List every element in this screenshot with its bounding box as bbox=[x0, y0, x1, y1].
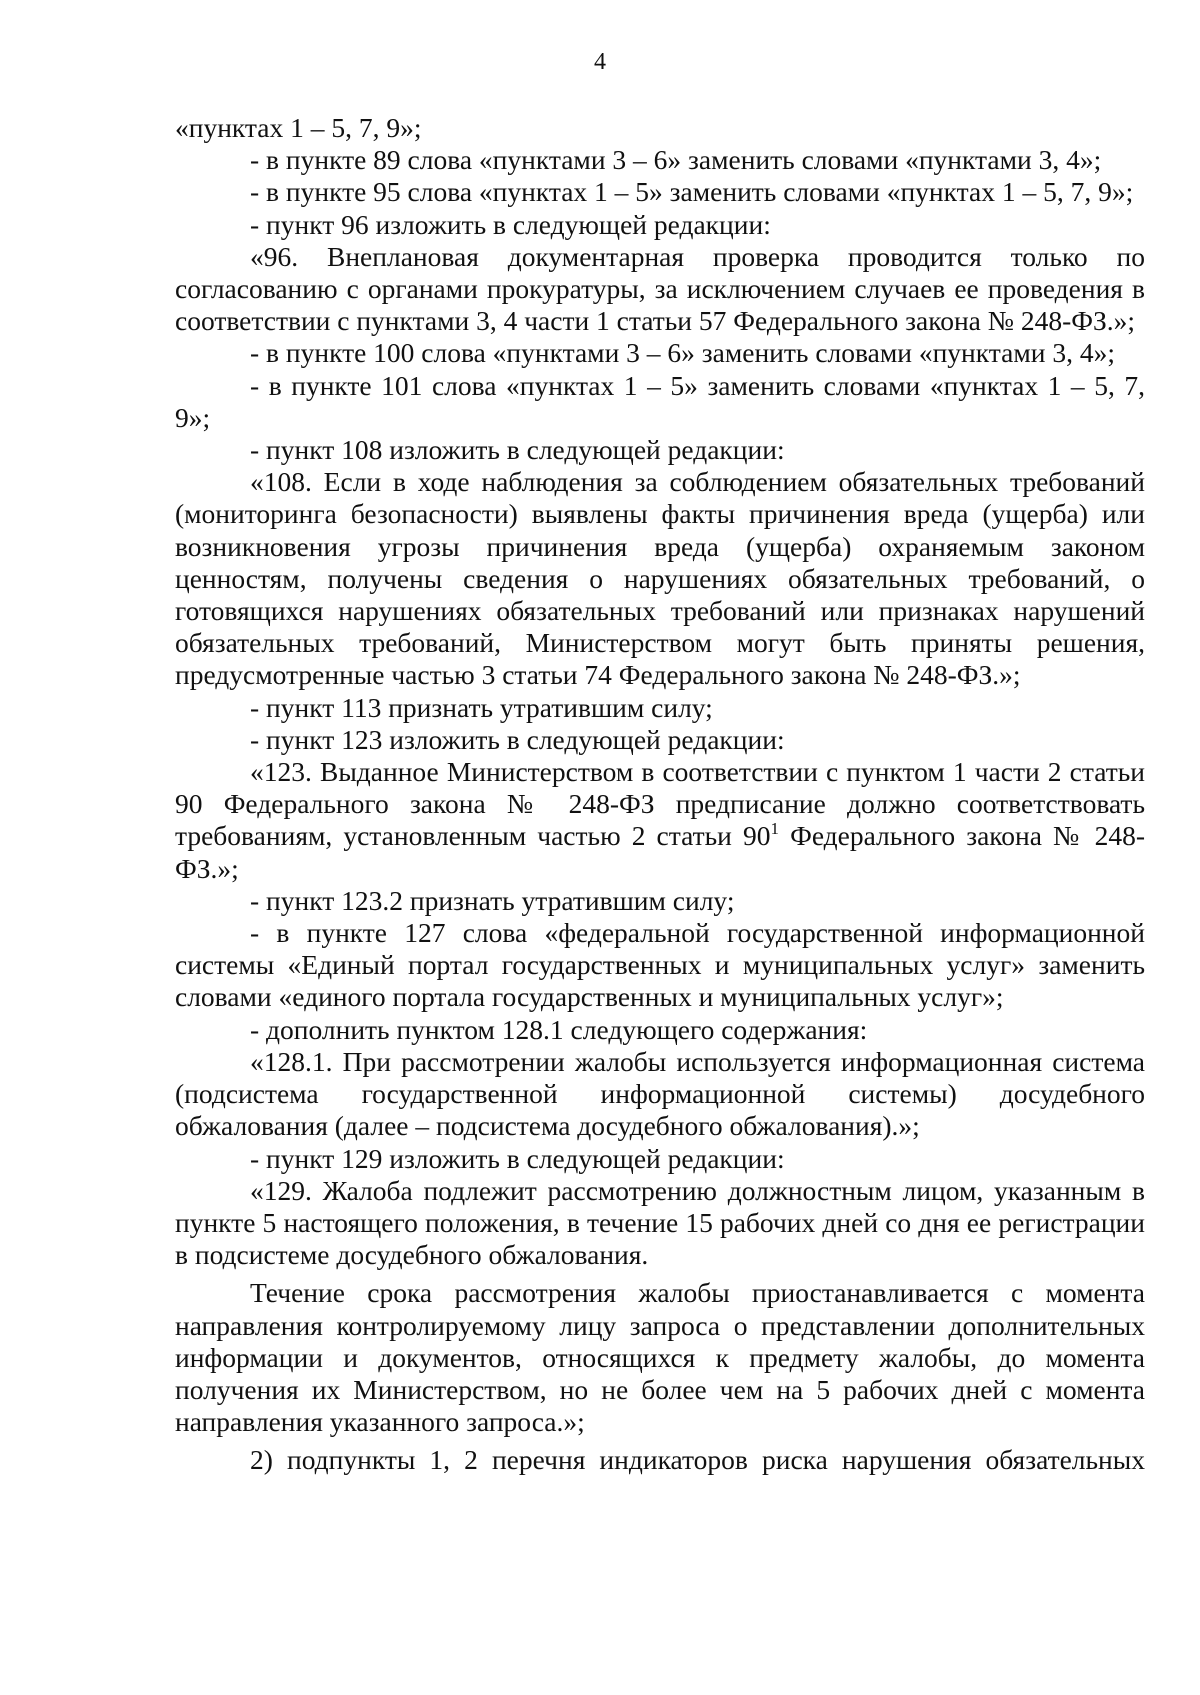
quoted-text-129-continued: Течение срока рассмотрения жалобы приостанавливается с момента направления контролируемому лицу запроса о представлении дополнительных информации и документов, относящихся к предмету жалобы, до момента получения их Министерством, но не более чем на 5 рабочих дней с момента направления указанного запроса.»; bbox=[175, 1277, 1145, 1438]
quoted-text-96: «96. Внеплановая документарная проверка проводится только по согласованию с органами прокуратуры, за исключением случаев ее проведения в соответствии с пунктами 3, 4 части 1 статьи 57 Федерального закона № 248-ФЗ.»; bbox=[175, 240, 1145, 337]
quoted-text-108: «108. Если в ходе наблюдения за соблюдением обязательных требований (мониторинга безопасности) выявлены факты причинения вреда (ущерба) или возникновения угрозы причинения вреда (ущерба) охраняемым законом ценностям, получены сведения о нарушениях обязательных требований, о готовящихся нарушениях обязательных требований или признаках нарушений обязательных требований, Министерством могут быть приняты решения, предусмотренные частью 3 статьи 74 Федерального закона № 248-ФЗ.»; bbox=[175, 466, 1145, 691]
amendment-item-96: - пункт 96 изложить в следующей редакции: bbox=[250, 208, 771, 240]
quoted-text-123-part: «123. Выданное Министерством в соответствии с пунктом 1 части 2 статьи 90 Федерального закона № 248-ФЗ предписание должно соответствовать требованиям, установленным частью 2 статьи 90 bbox=[175, 756, 1145, 852]
quoted-text-128-1: «128.1. При рассмотрении жалобы используется информационная система (подсистема государственной информационной системы) досудебного обжалования (далее – подсистема досудебного обжалования).»; bbox=[175, 1045, 1145, 1142]
amendment-item-101: - в пункте 101 слова «пунктах 1 – 5» заменить словами «пунктах 1 – 5, 7, 9»; bbox=[175, 369, 1145, 433]
amendment-item-123: - пункт 123 изложить в следующей редакции: bbox=[250, 723, 785, 755]
subitem-2: 2) подпункты 1, 2 перечня индикаторов риска нарушения обязательных bbox=[250, 1444, 1145, 1476]
quoted-text-123-end: Федерального закона № 248-ФЗ.»; bbox=[175, 820, 1145, 884]
quoted-text-123 bbox=[175, 756, 1145, 885]
amendment-item-95: - в пункте 95 слова «пунктах 1 – 5» заменить словами «пунктах 1 – 5, 7, 9»; bbox=[250, 176, 1134, 208]
superscript-index: 1 bbox=[770, 819, 779, 839]
page-number: 4 bbox=[594, 49, 606, 75]
paragraph-continuation: «пунктах 1 – 5, 7, 9»; bbox=[175, 112, 422, 143]
amendment-item-113: - пункт 113 признать утратившим силу; bbox=[250, 691, 713, 723]
amendment-item-127: - в пункте 127 слова «федеральной государственной информационной системы «Единый портал государственных и муниципальных услуг» заменить словами «единого портала государственных и муниципальных услуг»; bbox=[175, 917, 1145, 1013]
document-body bbox=[175, 112, 1145, 1477]
amendment-item-128-1: - дополнить пунктом 128.1 следующего содержания: bbox=[250, 1013, 868, 1045]
amendment-item-100: - в пункте 100 слова «пунктами 3 – 6» заменить словами «пунктами 3, 4»; bbox=[250, 337, 1115, 369]
amendment-item-129: - пункт 129 изложить в следующей редакции: bbox=[250, 1142, 785, 1174]
amendment-item-89: - в пункте 89 слова «пунктами 3 – 6» заменить словами «пунктами 3, 4»; bbox=[250, 144, 1102, 176]
quoted-text-129: «129. Жалоба подлежит рассмотрению должностным лицом, указанным в пункте 5 настоящего положения, в течение 15 рабочих дней со дня ее регистрации в подсистеме досудебного обжалования. bbox=[175, 1174, 1145, 1271]
amendment-item-123-2: - пункт 123.2 признать утратившим силу; bbox=[250, 884, 735, 916]
amendment-item-108: - пункт 108 изложить в следующей редакции: bbox=[250, 434, 785, 466]
